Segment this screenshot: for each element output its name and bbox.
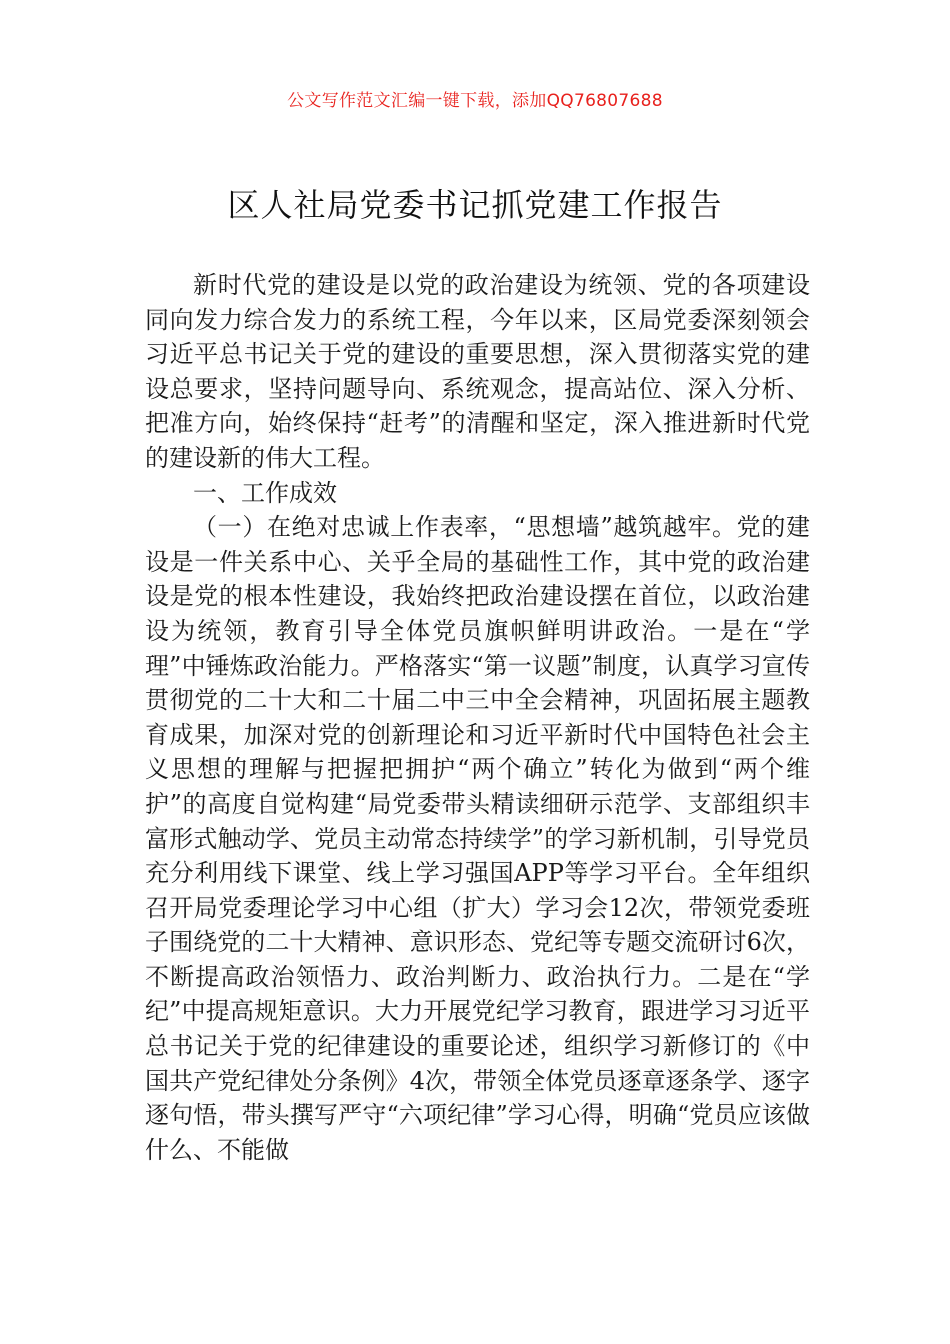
document-body	[145, 268, 810, 1167]
document-title: 区人社局党委书记抓党建工作报告	[227, 186, 723, 224]
intro-paragraph: 新时代党的建设是以党的政治建设为统领、党的各项建设同向发力综合发力的系统工程，今年以来，区局党委深刻领会习近平总书记关于党的建设的重要思想，深入贯彻落实党的建设总要求，坚持问题导向、系统观念，提高站位、深入分析、把准方向，始终保持“赶考”的清醒和坚定，深入推进新时代党的建设新的伟大工程。	[145, 271, 810, 472]
section-heading: 一、工作成效	[193, 478, 337, 507]
promo-banner: 公文写作范文汇编一键下载，添加QQ76807688	[287, 91, 663, 111]
body-paragraph: （一）在绝对忠诚上作表率，“思想墙”越筑越牢。党的建设是一件关系中心、关乎全局的基础性工作，其中党的政治建设是党的根本性建设，我始终把政治建设摆在首位，以政治建设为统领，教育引导全体党员旗帜鲜明讲政治。一是在“学理”中锤炼政治能力。严格落实“第一议题”制度，认真学习宣传贯彻党的二十大和二十届二中三中全会精神，巩固拓展主题教育成果，加深对党的创新理论和习近平新时代中国特色社会主义思想的理解与把握把拥护“两个确立”转化为做到“两个维护”的高度自觉构建“局党委带头精读细研示范学、支部组织丰富形式触动学、党员主动常态持续学”的学习新机制，引导党员充分利用线下课堂、线上学习强国APP等学习平台。全年组织召开局党委理论学习中心组（扩大）学习会12次，带领党委班子围绕党的二十大精神、意识形态、党纪等专题交流研讨6次，不断提高政治领悟力、政治判断力、政治执行力。二是在“学纪”中提高规矩意识。大力开展党纪学习教育，跟进学习习近平总书记关于党的纪律建设的重要论述，组织学习新修订的《中国共产党纪律处分条例》4次，带领全体党员逐章逐条学、逐字逐句悟，带头撰写严守“六项纪律”学习心得，明确“党员应该做什么、不能做	[145, 513, 810, 1164]
